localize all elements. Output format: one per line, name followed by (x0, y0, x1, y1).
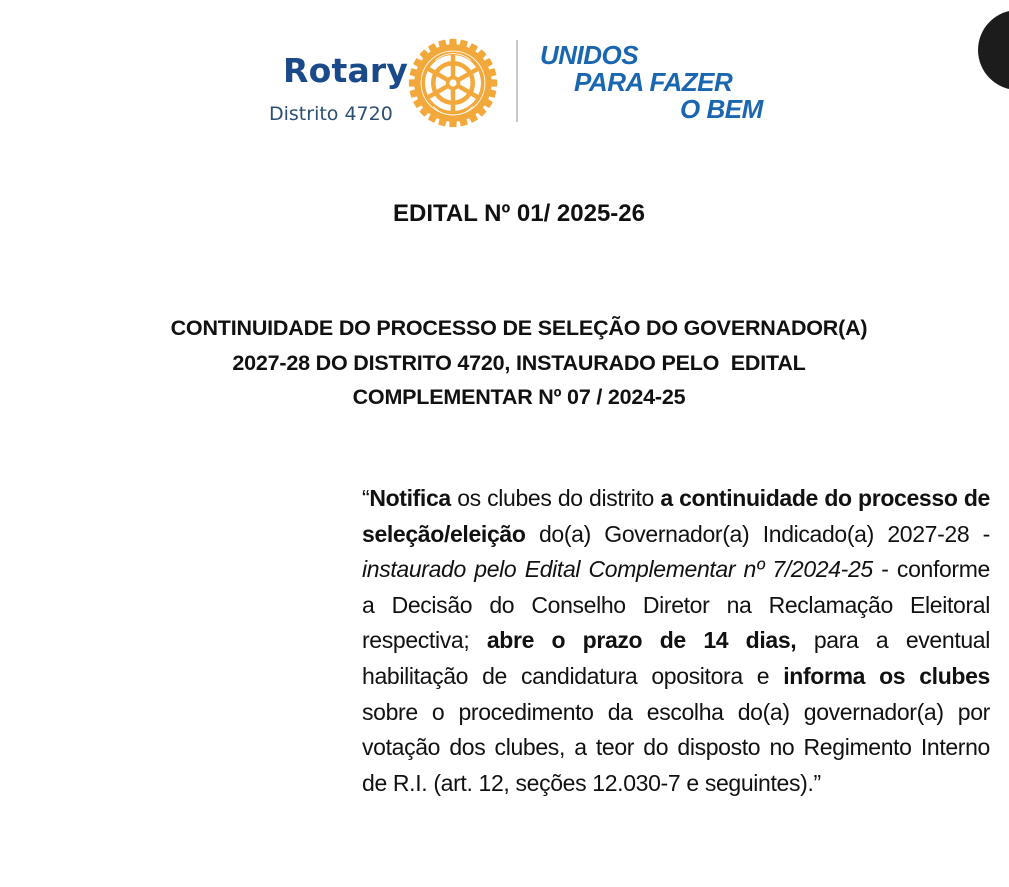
slogan-line-1: UNIDOS (540, 40, 639, 70)
rotary-wheel-icon (408, 38, 498, 128)
document-title: EDITAL Nº 01/ 2025-26 (393, 200, 645, 227)
rotary-district-logo (268, 38, 778, 128)
slogan-line-3: O BEM (680, 94, 763, 124)
corner-dark-shape (978, 10, 1009, 90)
quote-segment-bold: a continuidade do processo de seleção/eleição (362, 485, 990, 547)
quote-segment: do(a) Governador(a) Indicado(a) 2027-28 - (525, 520, 990, 547)
notice-quote (362, 481, 990, 801)
logo-district-text: Distrito 4720 (269, 103, 393, 125)
slogan-line-2: PARA FAZER (574, 67, 733, 97)
quote-segment-italic: instaurado pelo Edital Complementar nº 7/2024-25 (362, 556, 873, 583)
quote-segment-bold: abre o prazo de 14 dias, (486, 627, 797, 654)
subtitle-line-2: 2027-28 DO DISTRITO 4720, INSTAURADO PELO EDITAL (232, 350, 806, 375)
subtitle-line-3: COMPLEMENTAR Nº 07 / 2024-25 (352, 385, 686, 409)
subtitle-line-1: CONTINUIDADE DO PROCESSO DE SELEÇÃO DO GOVERNADOR(A) (170, 316, 868, 340)
quote-segment-bold: Notifica (369, 485, 451, 511)
quote-segment: - conforme a Decisão do Conselho Diretor na Reclamação Eleitoral respectiva; (362, 556, 990, 654)
quote-segment: os clubes do distrito (450, 485, 661, 511)
logo-divider (516, 40, 518, 122)
quote-segment-bold: informa os clubes (783, 662, 990, 689)
logo-brand-text: Rotary (283, 51, 409, 90)
quote-segment: sobre o procedimento da escolha do(a) governador(a) por votação dos clubes, a teor do disposto no Regimento Interno de R.I. (art. 12, seções 12.030-7 e seguintes).” (362, 698, 990, 796)
quote-segment: “ (362, 485, 370, 511)
document-subtitle (60, 311, 978, 415)
quote-segment: para a eventual habilitação de candidatura opositora e (362, 627, 990, 689)
